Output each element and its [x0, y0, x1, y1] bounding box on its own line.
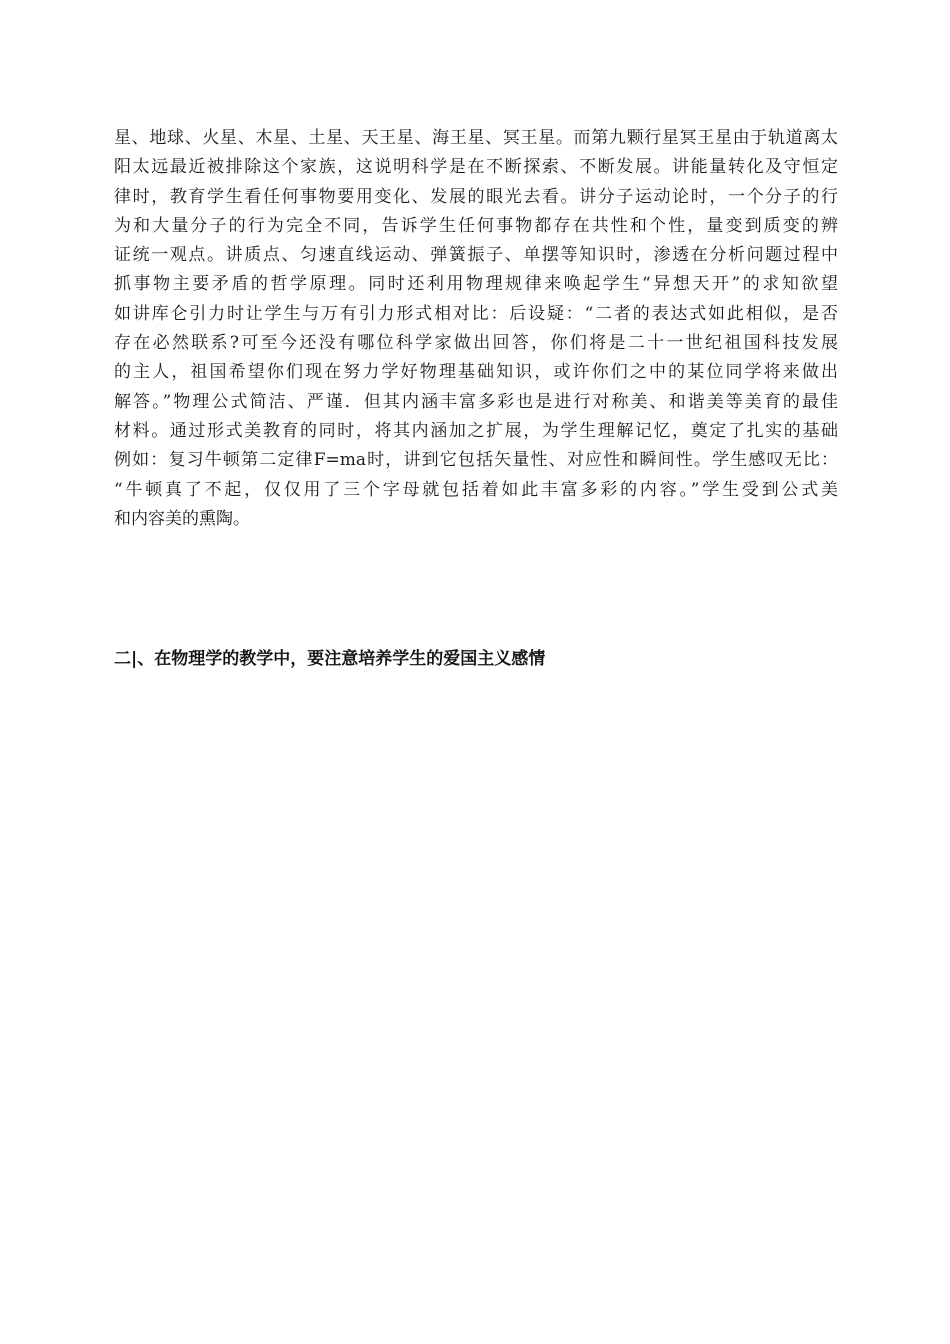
paragraph-line: “牛顿真了不起，仅仅用了三个字母就包括着如此丰富多彩的内容。”学生受到公式美 [114, 479, 838, 500]
paragraph-line: 为和大量分子的行为完全不同，告诉学生任何事物都存在共性和个性，量变到质变的辨 [114, 215, 838, 236]
body-paragraph [114, 124, 838, 534]
section-heading: 二|、在物理学的教学中，要注意培养学生的爱国主义感情 [114, 649, 546, 669]
paragraph-line: 律时，教育学生看任何事物要用变化、发展的眼光去看。讲分子运动论时，一个分子的行 [114, 186, 838, 207]
paragraph-line: 材料。通过形式美教育的同时，将其内涵加之扩展，为学生理解记忆，奠定了扎实的基础 [114, 420, 838, 441]
paragraph-line: 例如：复习牛顿第二定律F=ma时，讲到它包括矢量性、对应性和瞬间性。学生感叹无比： [114, 450, 838, 471]
paragraph-line: 和内容美的熏陶。 [114, 508, 250, 529]
paragraph-line: 证统一观点。讲质点、匀速直线运动、弹簧振子、单摆等知识时，渗透在分析问题过程中 [114, 245, 838, 266]
paragraph-line: 如讲库仑引力时让学生与万有引力形式相对比：后设疑：“二者的表达式如此相似，是否 [114, 303, 838, 324]
paragraph-line: 抓事物主要矛盾的哲学原理。同时还利用物理规律来唤起学生“异想天开”的求知欲望 [114, 274, 838, 295]
paragraph-line: 的主人，祖国希望你们现在努力学好物理基础知识，或许你们之中的某位同学将来做出 [114, 362, 838, 383]
paragraph-line: 存在必然联系?可至今还没有哪位科学家做出回答，你们将是二十一世纪祖国科技发展 [114, 333, 838, 354]
paragraph-line: 阳太远最近被排除这个家族，这说明科学是在不断探索、不断发展。讲能量转化及守恒定 [114, 157, 838, 178]
paragraph-line: 解答。”物理公式简洁、严谨．但其内涵丰富多彩也是进行对称美、和谐美等美育的最佳 [114, 391, 838, 412]
paragraph-line: 星、地球、火星、木星、土星、天王星、海王星、冥王星。而第九颗行星冥王星由于轨道离太 [114, 128, 838, 148]
